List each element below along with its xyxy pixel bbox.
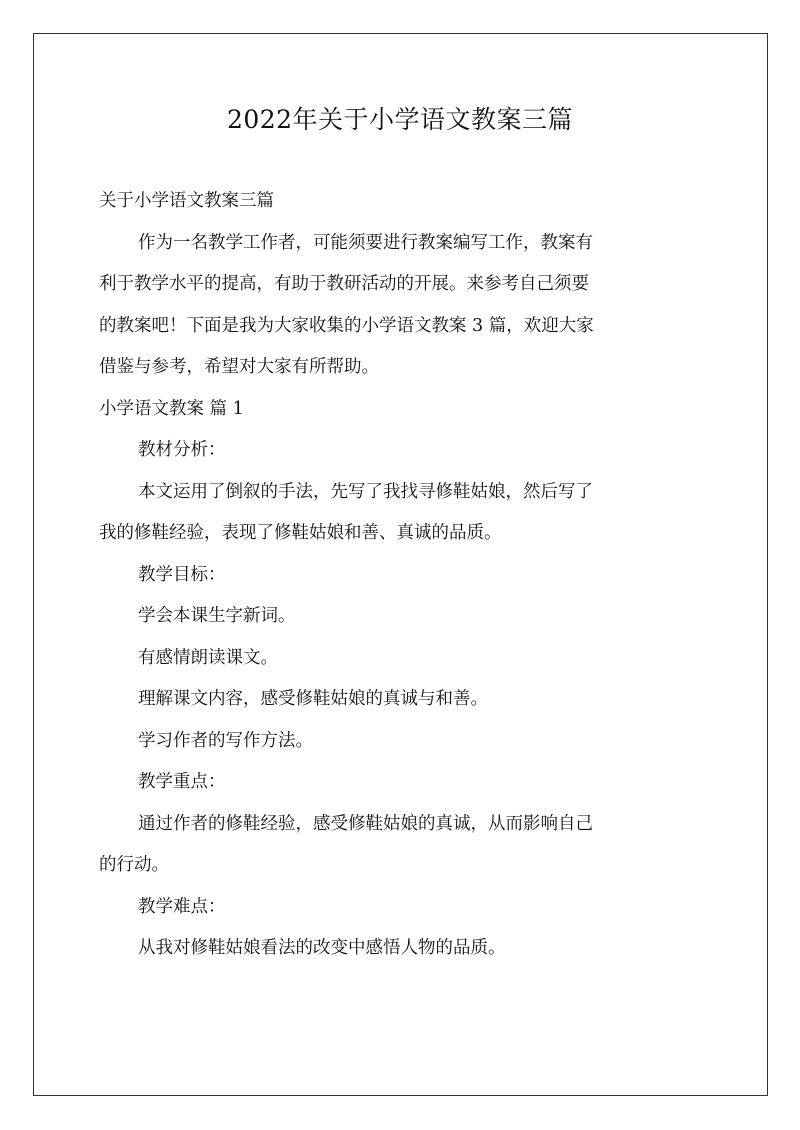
focus-line-1: 通过作者的修鞋经验，感受修鞋姑娘的真诚，从而影响自己 — [138, 814, 593, 834]
goal-item-2: 有感情朗读课文。 — [138, 648, 278, 668]
focus-heading: 教学重点： — [138, 772, 226, 792]
goal-item-1: 学会本课生字新词。 — [138, 606, 296, 626]
goals-heading: 教学目标： — [138, 565, 226, 585]
intro-line-4: 借鉴与参考，希望对大家有所帮助。 — [99, 357, 379, 377]
material-line-1: 本文运用了倒叙的手法，先写了我找寻修鞋姑娘，然后写了 — [138, 482, 593, 502]
material-heading: 教材分析： — [138, 440, 226, 460]
intro-line-2: 利于教学水平的提高，有助于教研活动的开展。来参考自己须要 — [99, 274, 589, 294]
focus-line-2: 的行动。 — [99, 855, 169, 875]
subtitle: 关于小学语文教案三篇 — [99, 191, 274, 211]
material-line-2: 我的修鞋经验，表现了修鞋姑娘和善、真诚的品质。 — [99, 523, 502, 543]
goal-item-4: 学习作者的写作方法。 — [138, 731, 313, 751]
difficulty-text: 从我对修鞋姑娘看法的改变中感悟人物的品质。 — [138, 938, 506, 958]
intro-line-3: 的教案吧！下面是我为大家收集的小学语文教案 3 篇，欢迎大家 — [99, 316, 594, 336]
section-heading: 小学语文教案 篇 1 — [99, 399, 244, 419]
intro-line-1: 作为一名教学工作者，可能须要进行教案编写工作，教案有 — [138, 233, 593, 253]
difficulty-heading: 教学难点： — [138, 897, 226, 917]
goal-item-3: 理解课文内容，感受修鞋姑娘的真诚与和善。 — [138, 689, 488, 709]
document-title: 2022年关于小学语文教案三篇 — [226, 105, 574, 134]
